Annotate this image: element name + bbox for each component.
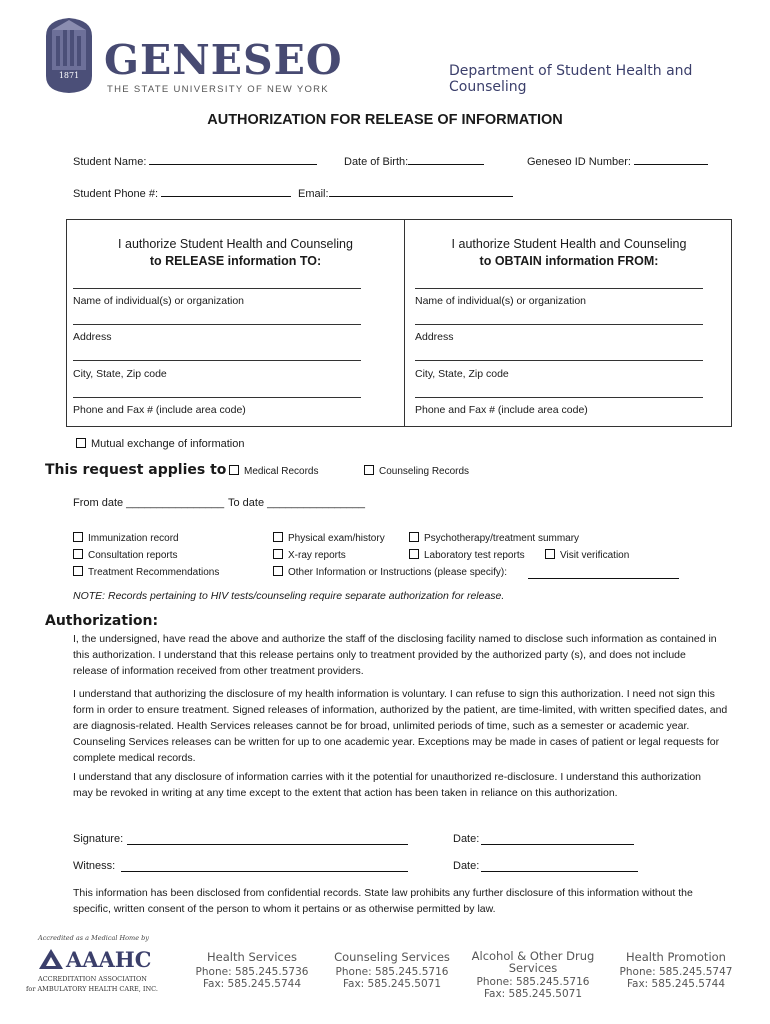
health-services-fax: Fax: 585.245.5744 (202, 978, 302, 990)
release-city-label: City, State, Zip code (73, 368, 167, 380)
other-info-label: Other Information or Instructions (please specify): (288, 567, 507, 578)
student-name-line[interactable] (149, 152, 317, 165)
applies-to-label: This request applies to (45, 462, 227, 478)
xray-checkbox[interactable] (273, 549, 283, 559)
obtain-phone-label: Phone and Fax # (include area code) (415, 404, 588, 416)
health-promotion-name: Health Promotion (626, 950, 726, 964)
release-address-label: Address (73, 331, 112, 343)
witness-date-line[interactable] (481, 859, 638, 872)
health-promotion-phone: Phone: 585.245.5747 (619, 966, 733, 978)
treatment-option[interactable] (73, 566, 219, 578)
psychotherapy-checkbox[interactable] (409, 532, 419, 542)
obtain-from-heading (405, 236, 733, 270)
consultation-label: Consultation reports (88, 550, 178, 561)
aod-services-phone: Phone: 585.245.5716 (476, 976, 590, 988)
laboratory-label: Laboratory test reports (424, 550, 525, 561)
obtain-from-line1: I authorize Student Health and Counseling (451, 237, 687, 251)
visit-verification-label: Visit verification (560, 550, 630, 561)
other-info-option[interactable] (273, 566, 507, 578)
aaahc-logo-text: AAAHC (66, 947, 152, 972)
aaahc-triangle-icon (38, 948, 64, 970)
laboratory-checkbox[interactable] (409, 549, 419, 559)
psychotherapy-option[interactable] (409, 532, 579, 544)
treatment-label: Treatment Recommendations (88, 567, 220, 578)
health-services-name: Health Services (207, 950, 297, 964)
physical-exam-option[interactable] (273, 532, 385, 544)
email-field[interactable] (298, 184, 513, 200)
consultation-checkbox[interactable] (73, 549, 83, 559)
release-to-heading (67, 236, 404, 270)
counseling-services-phone: Phone: 585.245.5716 (335, 966, 449, 978)
laboratory-option[interactable] (409, 549, 525, 561)
obtain-name-label: Name of individual(s) or organization (415, 295, 586, 307)
email-label: Email: (298, 188, 329, 200)
authorization-paragraph-2: I understand that authorizing the disclosure of my health information is voluntary. I can refuse to sign this authorization. I need not sign this form in order to ensure treatment. Signed releases of information, authorized by the patient, are time-limited, with written specified dates, and are diagnosis-related. Health Services releases cannot be for broad, unlimited periods of time, such as a semester or academic year. Counseling Services releases can be written for up to one academic year. Exceptions may be made in cases of patient or legal requests for complete medical records. (73, 688, 728, 764)
aaahc-line1: ACCREDITATION ASSOCIATION (38, 975, 147, 983)
health-services-contact (190, 950, 314, 990)
signature-label: Signature: (73, 833, 124, 845)
obtain-phone-line[interactable] (415, 397, 703, 398)
xray-label: X-ray reports (288, 550, 346, 561)
disclosure-notice: This information has been disclosed from confidential records. State law prohibits any further disclosure of this information without the specific, written consent of the person to whom it pertains or as otherwise permitted by law. (73, 887, 693, 915)
geneseo-id-field[interactable] (527, 152, 708, 168)
medical-records-option[interactable] (229, 465, 318, 477)
student-name-field[interactable] (73, 152, 317, 168)
dob-field[interactable] (344, 152, 484, 168)
aod-services-contact (470, 950, 596, 1000)
aod-services-name: Alcohol & Other Drug Services (471, 949, 595, 975)
geneseo-id-label: Geneseo ID Number: (527, 156, 631, 168)
health-services-phone: Phone: 585.245.5736 (195, 966, 309, 978)
obtain-address-line[interactable] (415, 324, 703, 325)
geneseo-id-line[interactable] (634, 152, 708, 165)
authorization-paragraph-1: I, the undersigned, have read the above and authorize the staff of the disclosing facility named to disclose such information as contained in this authorization. I understand that this release pertains only to treatment provided by the authorized party (s), and does not include release of information received from other treatment providers. (73, 633, 717, 677)
immunization-option[interactable] (73, 532, 179, 544)
from-date-field[interactable]: From date ________________ (73, 497, 225, 509)
witness-date-label: Date: (453, 860, 480, 872)
medical-records-label: Medical Records (244, 466, 319, 477)
health-promotion-contact (614, 950, 738, 990)
health-promotion-fax: Fax: 585.245.5744 (626, 978, 726, 990)
physical-exam-label: Physical exam/history (288, 533, 385, 544)
student-phone-line[interactable] (161, 184, 291, 197)
counseling-records-label: Counseling Records (379, 466, 470, 477)
other-info-checkbox[interactable] (273, 566, 283, 576)
suny-tagline: THE STATE UNIVERSITY OF NEW YORK (107, 84, 329, 95)
dob-label: Date of Birth: (344, 156, 409, 168)
immunization-checkbox[interactable] (73, 532, 83, 542)
student-name-label: Student Name: (73, 156, 147, 168)
release-city-line[interactable] (73, 360, 361, 361)
obtain-name-line[interactable] (415, 288, 703, 289)
signature-date-line[interactable] (481, 832, 634, 845)
release-phone-label: Phone and Fax # (include area code) (73, 404, 246, 416)
signature-line[interactable] (127, 832, 408, 845)
consultation-option[interactable] (73, 549, 178, 561)
department-name: Department of Student Health and Counseling (449, 63, 693, 95)
mutual-exchange-option[interactable] (76, 438, 244, 450)
visit-verification-option[interactable] (545, 549, 629, 561)
other-info-line[interactable] (528, 567, 679, 579)
student-phone-field[interactable] (73, 184, 291, 200)
email-line[interactable] (329, 184, 513, 197)
medical-records-checkbox[interactable] (229, 465, 239, 475)
immunization-label: Immunization record (88, 533, 179, 544)
witness-label: Witness: (73, 860, 116, 872)
authorization-heading: Authorization: (45, 613, 159, 629)
aaahc-accredited-text: Accredited as a Medical Home by (38, 934, 149, 942)
geneseo-wordmark: GENESEO (104, 36, 343, 84)
mutual-exchange-checkbox[interactable] (76, 438, 86, 448)
release-address-line[interactable] (73, 324, 361, 325)
release-to-line1: I authorize Student Health and Counseling (118, 237, 353, 251)
release-name-line[interactable] (73, 288, 361, 289)
geneseo-seal-logo (44, 16, 94, 94)
counseling-services-fax: Fax: 585.245.5071 (342, 978, 442, 990)
release-obtain-box (66, 219, 732, 427)
form-title: AUTHORIZATION FOR RELEASE OF INFORMATION (207, 112, 563, 128)
signature-date-label: Date: (453, 833, 480, 845)
hiv-note: NOTE: Records pertaining to HIV tests/counseling require separate authorization for release. (73, 590, 505, 602)
treatment-checkbox[interactable] (73, 566, 83, 576)
counseling-records-checkbox[interactable] (364, 465, 374, 475)
obtain-from-line2: to OBTAIN information FROM: (479, 254, 659, 268)
mutual-exchange-label: Mutual exchange of information (91, 438, 245, 450)
counseling-services-contact (330, 950, 454, 990)
release-phone-line[interactable] (73, 397, 361, 398)
authorization-paragraph-3: I understand that any disclosure of information carries with it the potential for unauthorized re-disclosure. I understand this authorization may be revoked in writing at any time except to the extent that action has been taken in reliance on this authorization. (73, 771, 702, 799)
obtain-city-line[interactable] (415, 360, 703, 361)
visit-verification-checkbox[interactable] (545, 549, 555, 559)
witness-line[interactable] (121, 859, 408, 872)
dob-line[interactable] (408, 152, 484, 165)
seal-year: 1871 (58, 71, 80, 80)
release-name-label: Name of individual(s) or organization (73, 295, 244, 307)
counseling-services-name: Counseling Services (334, 950, 450, 964)
counseling-records-option[interactable] (364, 465, 469, 477)
aod-services-fax: Fax: 585.245.5071 (483, 988, 583, 1000)
obtain-address-label: Address (415, 331, 454, 343)
to-date-field[interactable]: To date ________________ (228, 497, 366, 509)
xray-option[interactable] (273, 549, 346, 561)
obtain-city-label: City, State, Zip code (415, 368, 509, 380)
release-to-line2: to RELEASE information TO: (149, 254, 322, 268)
student-phone-label: Student Phone #: (73, 188, 159, 200)
aaahc-line2: for AMBULATORY HEALTH CARE, INC. (26, 985, 158, 993)
psychotherapy-label: Psychotherapy/treatment summary (424, 533, 580, 544)
physical-exam-checkbox[interactable] (273, 532, 283, 542)
